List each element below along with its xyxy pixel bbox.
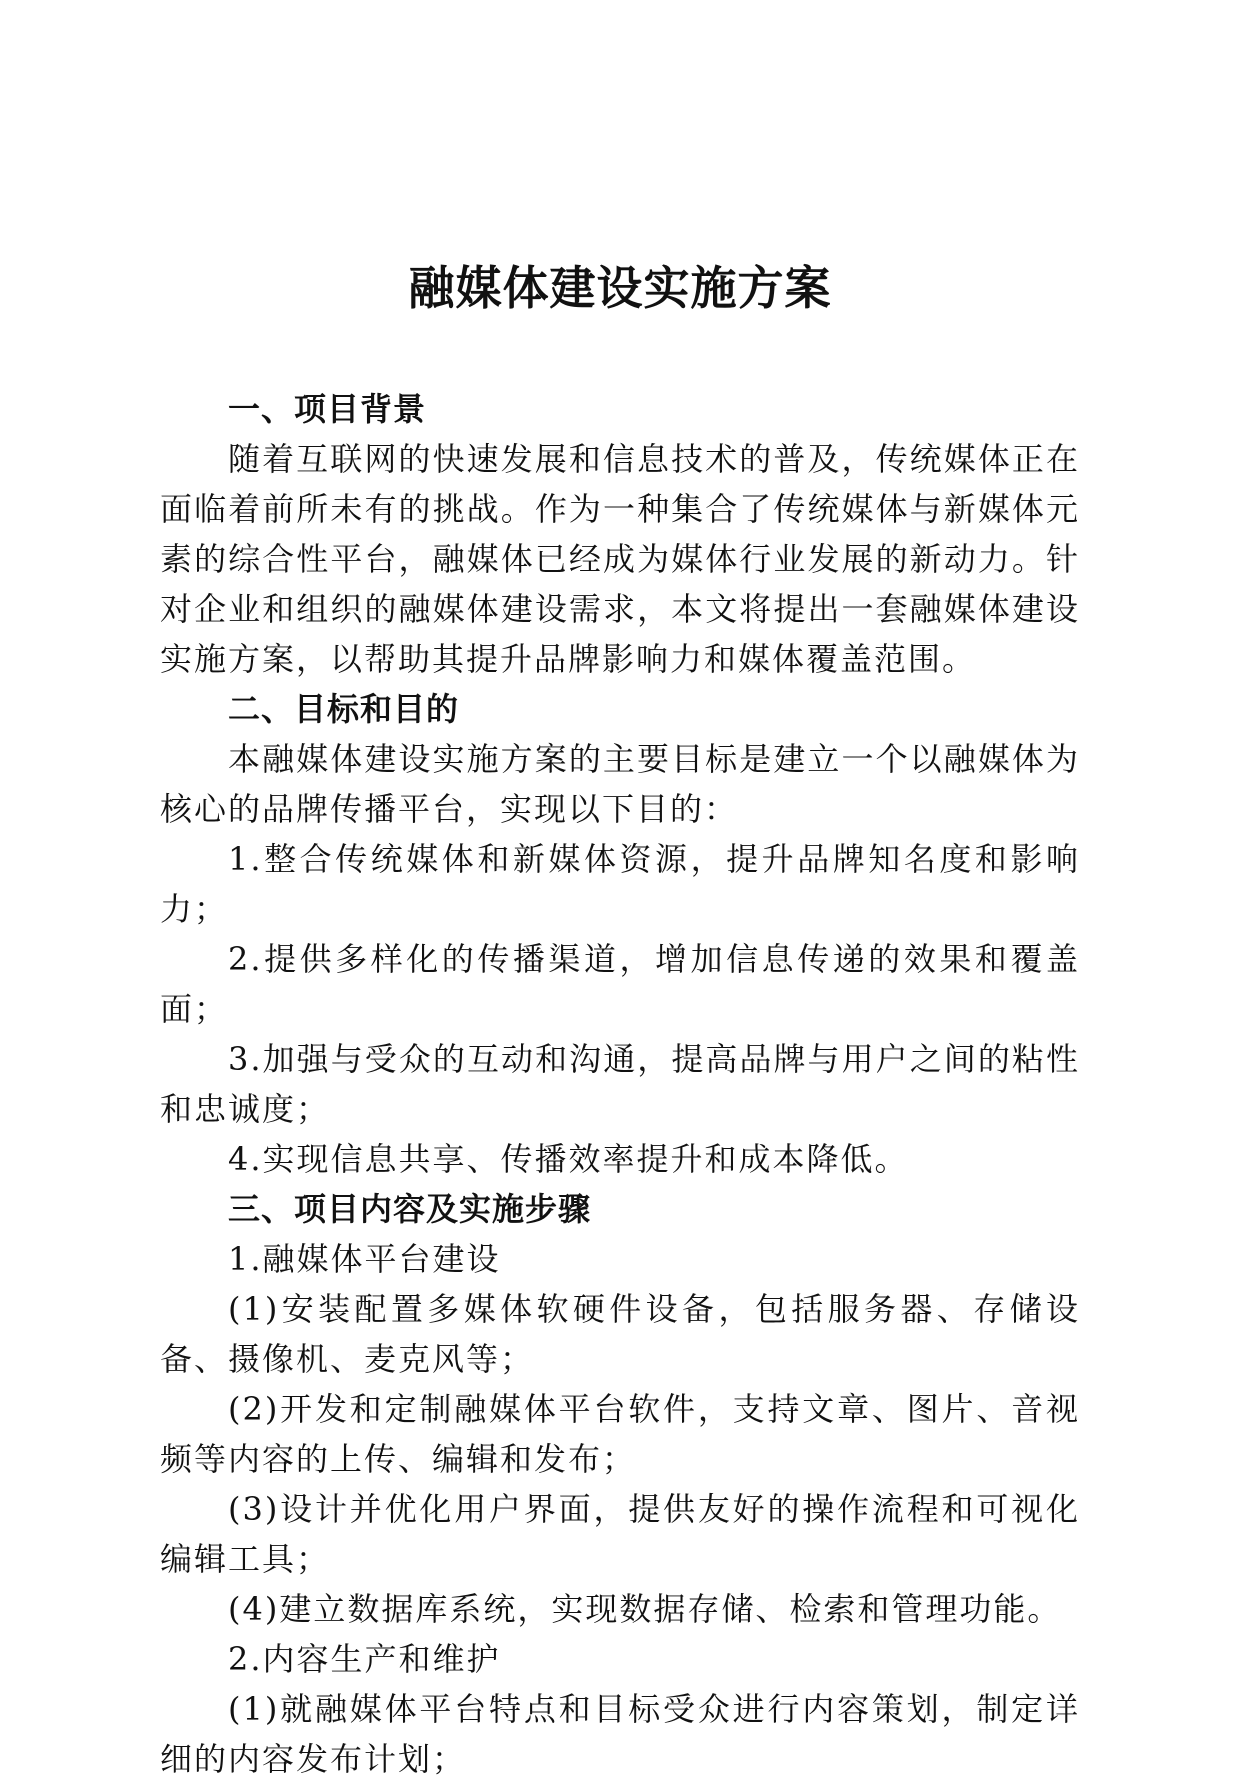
section-heading-content-steps: 三、项目内容及实施步骤: [228, 1190, 592, 1228]
paragraph-background: 随着互联网的快速发展和信息技术的普及，传统媒体正在面临着前所未有的挑战。作为一种集合了传统媒体与新媒体元素的综合性平台，融媒体已经成为媒体行业发展的新动力。针对企业和组织的融媒体建设需求，本文将提出一套融媒体建设实施方案，以帮助其提升品牌影响力和媒体覆盖范围。: [160, 440, 1080, 678]
goal-item-1: 1.整合传统媒体和新媒体资源，提升品牌知名度和影响力；: [160, 840, 1080, 928]
paragraph-goals-intro: 本融媒体建设实施方案的主要目标是建立一个以融媒体为核心的品牌传播平台，实现以下目的：: [160, 740, 1080, 828]
document-body: [160, 384, 1080, 1784]
platform-step-4: (4)建立数据库系统，实现数据存储、检索和管理功能。: [228, 1590, 1062, 1628]
section-heading-background: 一、项目背景: [228, 390, 427, 428]
platform-step-1: (1)安装配置多媒体软硬件设备，包括服务器、存储设备、摄像机、麦克风等；: [160, 1290, 1080, 1378]
section-heading-goals: 二、目标和目的: [228, 690, 460, 728]
subsection-platform-building: 1.融媒体平台建设: [228, 1240, 501, 1278]
platform-step-3: (3)设计并优化用户界面，提供友好的操作流程和可视化编辑工具；: [160, 1490, 1080, 1578]
content-step-1: (1)就融媒体平台特点和目标受众进行内容策划，制定详细的内容发布计划；: [160, 1690, 1080, 1778]
platform-step-2: (2)开发和定制融媒体平台软件，支持文章、图片、音视频等内容的上传、编辑和发布；: [160, 1390, 1080, 1478]
subsection-content-production: 2.内容生产和维护: [228, 1640, 501, 1678]
document-title: 融媒体建设实施方案: [408, 261, 832, 315]
goal-item-4: 4.实现信息共享、传播效率提升和成本降低。: [228, 1140, 909, 1178]
goal-item-2: 2.提供多样化的传播渠道，增加信息传递的效果和覆盖面；: [160, 940, 1080, 1028]
goal-item-3: 3.加强与受众的互动和沟通，提高品牌与用户之间的粘性和忠诚度；: [160, 1040, 1080, 1128]
